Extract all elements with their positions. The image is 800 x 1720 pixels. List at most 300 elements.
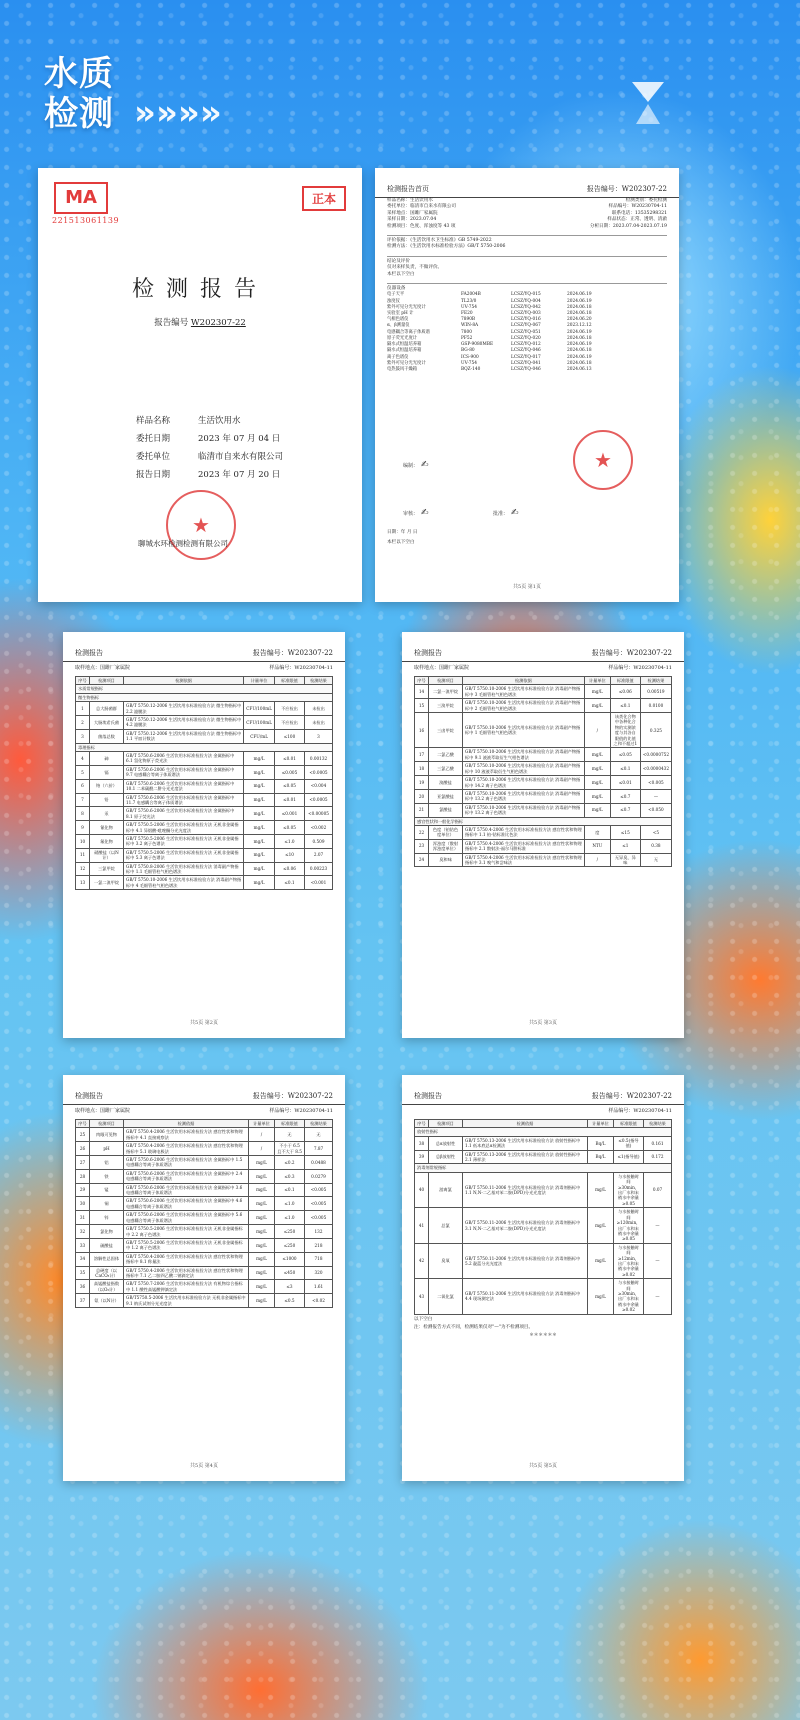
cell-limit: ≤1.0 (275, 834, 305, 848)
cell-n: 10 (76, 834, 90, 848)
table-section-row (76, 743, 333, 751)
cell-unit: mg/L (249, 1252, 275, 1266)
table-row (76, 1211, 333, 1225)
table-row (415, 825, 672, 839)
equipment-cell: 7800 (461, 329, 472, 335)
cell-n: 39 (415, 1150, 429, 1164)
cell-method: GB/T 5750.6-2006 生活饮用水标准检验方法 金属指标中 1.5 电感耦合等离子体质谱法 (124, 1156, 249, 1170)
cell-limit: ≤1.0 (275, 1197, 305, 1211)
compiler-signature: 编制： ✍ (403, 460, 429, 470)
cover-report-number: 报告编号 W202307-22 (154, 318, 246, 328)
cell-result: 2.07 (305, 848, 333, 862)
column-header: 检测项目 (90, 1120, 124, 1128)
cell-n: 7 (76, 793, 90, 807)
cell-limit: 无 (275, 1128, 305, 1142)
cover-info: 样品名称 生活饮用水 委托日期 2023 年 07 月 04 日 委托单位 临清市自来水有限公司 报告日期 2023 年 07 月 20 日 (136, 416, 284, 480)
cell-item: 汞 (90, 807, 124, 821)
cell-method: GB/T5750.5-2006 生活饮用水标准检验方法 无机非金属指标中 9.1 纳氏试剂分光光度法 (124, 1294, 249, 1308)
cell-method: GB/T 5750.13-2006 生活饮用水标准检验方法 放射性指标中 2.1 薄样法 (463, 1150, 588, 1164)
table-row (76, 1156, 333, 1170)
equipment-cell: 2024.06.20 (567, 317, 592, 323)
cell-method: GB/T 5750.4-2006 生活饮用水标准检验方法 感官性状和物理指标中 8.1 称量法 (124, 1252, 249, 1266)
table-remark: 注：检测报告方式不同，检测结果仅对"—"为不检测项目。 (414, 1325, 534, 1330)
results-table (75, 1119, 333, 1308)
cell-n: 38 (415, 1136, 429, 1150)
equipment-cell: 2024.06.13 (567, 366, 592, 372)
cell-item: 溴酸盐 (429, 776, 463, 790)
column-header: 检测结果 (305, 1120, 333, 1128)
cell-item: 高锰酸盐指数（以O₂计） (90, 1280, 124, 1294)
table-row (76, 862, 333, 876)
table-row (76, 716, 333, 730)
equipment-cell: 电子天平 (387, 292, 405, 298)
cell-method: GB/T 5750.6-2006 生活饮用水标准检验方法 金属指标中 3.6 电感耦合等离子体质谱法 (124, 1183, 249, 1197)
report-page-3 (402, 632, 684, 1038)
cell-n: 32 (76, 1225, 90, 1239)
table-row (415, 1243, 672, 1278)
cell-n: 33 (76, 1238, 90, 1252)
table-row (76, 752, 333, 766)
cell-method: GB/T 5750.7-2006 生活饮用水标准检验方法 有机物综合指标中 1.1 酸性高锰酸钾滴定法 (124, 1280, 249, 1294)
cell-unit: mg/L (249, 1211, 275, 1225)
cell-n: 13 (76, 876, 90, 890)
cell-item: 铁 (90, 1169, 124, 1183)
cell-result: — (644, 1243, 672, 1278)
cell-result: <0.0005 (305, 793, 333, 807)
report-first-page (375, 168, 679, 602)
cell-unit: mg/L (588, 1172, 614, 1207)
section-title: 消毒剂常规指标 (415, 1164, 672, 1172)
cell-limit: 不应检出 (275, 716, 305, 730)
equipment-cell: α、β测量仪 (387, 323, 410, 329)
cell-item: 二氯一溴甲烷 (429, 685, 463, 699)
cell-item: 二氯乙酸 (429, 748, 463, 762)
section-title: 放射性指标 (415, 1128, 672, 1136)
cell-n: 34 (76, 1252, 90, 1266)
cell-unit: / (584, 713, 610, 748)
cell-unit: mg/L (584, 803, 610, 817)
cell-unit: mg/L (249, 1294, 275, 1308)
equipment-cell: LCSZ/YQ-003 (511, 311, 541, 317)
table-row (415, 1136, 672, 1150)
cell-limit: ≤0.1 (610, 699, 640, 713)
equipment-cell: LCSZ/YQ-016 (511, 317, 541, 323)
cell-item: 一氯二溴甲烷 (90, 876, 124, 890)
page-header: 检测报告 报告编号：W202307-22 (402, 648, 684, 662)
section-title: 水质常规指标 (76, 685, 333, 693)
cell-item: 总氯 (429, 1208, 463, 1243)
equipment-cell: 2024.06.18 (567, 335, 592, 341)
cell-unit: mg/L (249, 1156, 275, 1170)
cell-result: 1.61 (305, 1280, 333, 1294)
cell-limit: 与水接触时间≥30min，出厂水和末梢水中余量≥0.02 (614, 1279, 644, 1314)
results-table (414, 676, 672, 867)
equipment-cell: LCSZ/YQ-042 (511, 304, 541, 310)
table-row (76, 1142, 333, 1156)
cell-limit: ≤0.01 (275, 793, 305, 807)
cell-method: GB/T 5750.10-2006 生活饮用水标准检验方法 消毒副产物指标中 1 毛细管柱气相色谱法 (463, 713, 585, 748)
cell-method: GB/T 5750.5-2006 生活饮用水标准检验方法 无机非金属指标中 3.2 离子色谱法 (124, 834, 244, 848)
results-table (75, 676, 333, 890)
cell-item: 铅 (90, 793, 124, 807)
cell-result: 0.0488 (305, 1156, 333, 1170)
equipment-cell: 电感耦合等离子体质谱 (387, 329, 430, 335)
equipment-cell: TL23/0 (461, 298, 477, 304)
cell-item: 总β放射性 (429, 1150, 463, 1164)
page-footer: 共5页 第1页 (513, 584, 541, 590)
report-cover-page (38, 168, 362, 602)
table-stars: ＊＊＊＊＊＊ (529, 1333, 557, 1339)
cover-title: 检测报告 (131, 277, 268, 302)
column-header: 检测项目 (90, 677, 124, 685)
cell-limit: ≤0.5(指导值) (614, 1136, 644, 1150)
cell-method: GB/T 5750.10-2006 生活饮用水标准检验方法 消毒副产物指标中 14.2 离子色谱法 (463, 776, 585, 790)
table-section-row (415, 1128, 672, 1136)
cell-limit: 该类化合物中各种化合物的实测浓度与其各自限值的比值之和不超过1 (610, 713, 640, 748)
cell-result: 218 (305, 1238, 333, 1252)
cell-unit: NTU (584, 839, 610, 853)
cell-limit: ≤250 (275, 1238, 305, 1252)
cell-method: GB/T 5750.5-2006 生活饮用水标准检验方法 无机非金属指标中 4.1 异烟酸-吡唑酮分光光度法 (124, 821, 244, 835)
cell-n: 37 (76, 1294, 90, 1308)
cell-item: 浑浊度（散射浑浊度单位） (429, 839, 463, 853)
cell-unit: mg/L (244, 807, 275, 821)
table-row (76, 729, 333, 743)
lab-organization: 聊城水环检测检测有限公司 (138, 539, 228, 548)
cell-item: 臭氧 (429, 1243, 463, 1278)
cell-limit: ≤1(指导值) (614, 1150, 644, 1164)
cell-limit: ≤0.1 (275, 876, 305, 890)
cell-n: 31 (76, 1211, 90, 1225)
cell-unit: mg/L (249, 1225, 275, 1239)
equipment-cell: 7890B (461, 317, 476, 323)
cell-method: GB/T 5750.11-2006 生活饮用水标准检验方法 消毒剂指标中 5.2 靛蓝分光光度法 (463, 1243, 588, 1278)
cell-item: 游离氯 (429, 1172, 463, 1207)
reviewer-signature: 审核： ✍ (403, 508, 429, 518)
equipment-cell: LCSZ/YQ-067 (511, 323, 541, 329)
cell-n: 19 (415, 776, 429, 790)
cell-method: GB/T 5750.11-2006 生活饮用水标准检验方法 消毒剂指标中 4.4 现场测定法 (463, 1279, 588, 1314)
table-section-row (415, 1164, 672, 1172)
cell-limit: 与水接触时间≥120min，出厂水和末梢水中余量≥0.05 (614, 1208, 644, 1243)
cell-result: 3 (305, 729, 333, 743)
table-header-row (76, 677, 333, 685)
column-header: 计量单位 (244, 677, 275, 685)
cell-n: 43 (415, 1279, 429, 1314)
table-row (415, 853, 672, 867)
page-subheader: 样品编号：W20230704-11 (608, 1108, 672, 1114)
section-title: 感官性状和一般化学指标 (415, 817, 672, 825)
table-section-row (415, 817, 672, 825)
table-row (76, 1183, 333, 1197)
cell-limit: ≤0.3 (275, 1169, 305, 1183)
cell-unit: Bq/L (588, 1136, 614, 1150)
equipment-cell: 紫外可见分光光度计 (387, 304, 426, 310)
table-row (76, 1266, 333, 1280)
cell-item: 锰 (90, 1183, 124, 1197)
cell-method: GB/T 5750.4-2006 生活饮用水标准检验方法 感官性状和物理指标中 1.1 铂-钴标准比色法 (463, 825, 585, 839)
cell-result: <0.005 (305, 1197, 333, 1211)
table-end-note: 以下空白 (414, 1316, 433, 1322)
cell-method: GB/T 5750.10-2006 生活饮用水标准检验方法 消毒副产物指标中 3 毛细管柱气相色谱法 (463, 685, 585, 699)
cell-result: 0.509 (305, 834, 333, 848)
cell-item: 氯化物 (90, 1225, 124, 1239)
column-header: 检测依据 (124, 677, 244, 685)
table-section-row (76, 693, 333, 701)
cell-unit: mg/L (244, 765, 275, 779)
page-subheader: 取样地点：国雎厂家属院 样品编号：W20230704-11 (75, 1108, 333, 1114)
cell-unit: Bq/L (588, 1150, 614, 1164)
equipment-cell: 2024.06.18 (567, 360, 592, 366)
cell-method: GB/T 5750.10-2006 生活饮用水标准检验方法 消毒副产物指标中 13.2 离子色谱法 (463, 803, 585, 817)
cma-logo: MA (54, 182, 108, 214)
cell-unit: mg/L (244, 862, 275, 876)
cell-unit: mg/L (249, 1280, 275, 1294)
cell-item: 总硬度（以CaCO₃计） (90, 1266, 124, 1280)
cell-result: <0.001 (305, 876, 333, 890)
equipment-cell: 浊度仪 (387, 298, 400, 304)
column-header: 序号 (76, 1120, 90, 1128)
equipment-cell: BQZ-140 (461, 366, 481, 372)
cell-result: 无 (305, 1128, 333, 1142)
equipment-cell: 2024.06.19 (567, 329, 592, 335)
column-header: 计量单位 (249, 1120, 275, 1128)
table-row (415, 748, 672, 762)
cell-result: 未检出 (305, 702, 333, 716)
cell-method: GB/T 5750.6-2006 生活饮用水标准检验方法 金属指标中 5.6 电感耦合等离子体质谱法 (124, 1211, 249, 1225)
cell-limit: 不应检出 (275, 702, 305, 716)
cell-limit: ≤0.1 (610, 762, 640, 776)
equipment-cell: FE20 (461, 311, 473, 317)
equipment-list (375, 292, 679, 373)
approver-signature: 批准： ✍ (493, 508, 519, 518)
cell-limit: ≤100 (275, 729, 305, 743)
cell-unit: / (249, 1128, 275, 1142)
cell-method: GB/T 5750.4-2006 生活饮用水标准检验方法 感官性状和物理指标中 5.1 玻璃电极法 (124, 1142, 249, 1156)
cell-unit: mg/L (588, 1208, 614, 1243)
cell-unit: mg/L (588, 1279, 614, 1314)
hourglass-icon (630, 80, 666, 126)
table-row (76, 1252, 333, 1266)
page-subheader: 取样地点：国雎厂家属院 样品编号：W20230704-11 (414, 665, 672, 671)
cell-n: 20 (415, 789, 429, 803)
cell-unit: / (249, 1142, 275, 1156)
cell-item: 氰化物 (90, 821, 124, 835)
table-row (76, 1128, 333, 1142)
cell-method: GB/T 5750.4-2006 生活饮用水标准检验方法 感官性状和物理指标中 7.1 乙二胺四乙酸二钠滴定法 (124, 1266, 249, 1280)
cell-n: 6 (76, 779, 90, 793)
equipment-cell: GSP-9080MBE (461, 342, 494, 348)
equipment-cell: 2024.06.19 (567, 342, 592, 348)
cell-result: <0.005 (640, 776, 671, 790)
cell-n: 1 (76, 702, 90, 716)
cell-method: GB/T 5750.5-2006 生活饮用水标准检验方法 无机非金属指标中 2.2 离子色谱法 (124, 1225, 249, 1239)
cell-result: <0.0005 (305, 765, 333, 779)
cell-item: 大肠埃希氏菌 (90, 716, 124, 730)
cell-n: 28 (76, 1169, 90, 1183)
cell-result: <0.005 (305, 1183, 333, 1197)
column-header: 检测项目 (429, 677, 463, 685)
cell-method: GB/T 5750.4-2006 生活饮用水标准检验方法 感官性状和物理指标中 2.1 散射法-福尔马肼标准 (463, 839, 585, 853)
cell-limit: 不小于 6.5 且不大于 8.5 (275, 1142, 305, 1156)
cell-method: GB/T 5750.6-2006 生活饮用水标准检验方法 金属指标中 4.6 电感耦合等离子体质谱法 (124, 1197, 249, 1211)
cell-n: 30 (76, 1197, 90, 1211)
page-subheader: 取样地点：国雎厂家属院 样品编号：W20230704-11 (75, 665, 333, 671)
page-header: 检测报告 报告编号：W202307-22 (63, 1091, 345, 1105)
cell-item: 三氯甲烷 (90, 862, 124, 876)
column-header: 序号 (415, 677, 429, 685)
equipment-cell: 2024.06.19 (567, 354, 592, 360)
cell-unit: mg/L (588, 1243, 614, 1278)
cell-limit: ≤1 (610, 839, 640, 853)
equipment-cell: 紫外可见分光光度计 (387, 360, 426, 366)
table-row (76, 1225, 333, 1239)
column-header: 标准限值 (610, 677, 640, 685)
cell-n: 41 (415, 1208, 429, 1243)
cell-method: GB/T 5750.12-2006 生活饮用水标准检验方法 微生物指标中 1.1 平皿计数法 (124, 729, 244, 743)
equipment-cell: 2024.06.18 (567, 348, 592, 354)
headline-line-1: 水质 (44, 54, 114, 94)
table-row (76, 1238, 333, 1252)
cell-n: 14 (415, 685, 429, 699)
cell-result: 0.325 (640, 713, 671, 748)
cell-item: 亚氯酸盐 (429, 789, 463, 803)
equipment-cell: LCSZ/YQ-046 (511, 348, 541, 354)
headline-line-2: 检测 (44, 94, 114, 134)
cell-method: GB/T 5750.10-2006 生活饮用水标准检验方法 消毒副产物指标中 10 液液萃取衍生气相色谱法 (463, 762, 585, 776)
equipment-cell: 离子色谱仪 (387, 354, 409, 360)
cell-unit: CFU/mL (244, 729, 275, 743)
cell-n: 40 (415, 1172, 429, 1207)
page-footer: 共5页 第3页 (529, 1020, 557, 1026)
cell-method: GB/T 5750.5-2006 生活饮用水标准检验方法 无机非金属指标中 1.2 离子色谱法 (124, 1238, 249, 1252)
table-row (415, 1150, 672, 1164)
table-header-row (415, 1120, 672, 1128)
table-row (415, 803, 672, 817)
table-row (76, 765, 333, 779)
cell-item: 色度（铂钴色度单位） (429, 825, 463, 839)
cell-item: 臭和味 (429, 853, 463, 867)
cell-item: 氟化物 (90, 834, 124, 848)
cell-unit: 度 (584, 825, 610, 839)
cell-n: 29 (76, 1183, 90, 1197)
cell-result: <0.002 (305, 821, 333, 835)
table-row (76, 807, 333, 821)
table-row (415, 776, 672, 790)
page-footer: 共5页 第5页 (529, 1463, 557, 1469)
cell-result: 0.161 (644, 1136, 672, 1150)
report-page-4 (63, 1075, 345, 1481)
cell-n: 25 (76, 1128, 90, 1142)
column-header: 检测结果 (640, 677, 671, 685)
cell-method: GB/T 5750.4-2006 生活饮用水标准检验方法 感官性状和物理指标中 3.1 嗅气和尝味法 (463, 853, 585, 867)
cell-n: 24 (415, 853, 429, 867)
cell-result: <0.02 (305, 1294, 333, 1308)
cell-item: 肉眼可见物 (90, 1128, 124, 1142)
column-header: 标准限值 (275, 1120, 305, 1128)
column-header: 检测结果 (644, 1120, 672, 1128)
cell-method: GB/T 5750.6-2006 生活饮用水标准检验方法 金属指标中 8.1 原子荧光法 (124, 807, 244, 821)
cell-result: 0.00223 (305, 862, 333, 876)
page-footer: 共5页 第2页 (190, 1020, 218, 1026)
cell-result: 0.0279 (305, 1169, 333, 1183)
table-row (415, 713, 672, 748)
table-row (76, 1294, 333, 1308)
cell-unit: mg/L (244, 752, 275, 766)
cell-n: 4 (76, 752, 90, 766)
table-row (415, 789, 672, 803)
cell-limit: 无异臭、异味 (610, 853, 640, 867)
section-title: 毒理指标 (76, 743, 333, 751)
table-row (76, 702, 333, 716)
equipment-cell: LCSZ/YQ-004 (511, 298, 541, 304)
cell-n: 27 (76, 1156, 90, 1170)
equipment-cell: 2024.06.19 (567, 292, 592, 298)
cell-unit: mg/L (584, 762, 610, 776)
cell-method: GB/T 5750.10-2006 生活饮用水标准检验方法 消毒副产物指标中 4 毛细管柱气相色谱法 (124, 876, 244, 890)
table-row (76, 876, 333, 890)
table-section-row (76, 685, 333, 693)
cell-result: 132 (305, 1225, 333, 1239)
cell-n: 26 (76, 1142, 90, 1156)
table-row (415, 1279, 672, 1314)
cell-limit: ≤250 (275, 1225, 305, 1239)
column-header: 检测结果 (305, 677, 333, 685)
equipment-cell: LCSZ/YQ-046 (511, 366, 541, 372)
cell-unit: mg/L (249, 1197, 275, 1211)
equipment-cell: LCSZ/YQ-015 (511, 292, 541, 298)
cell-item: 三氯乙酸 (429, 762, 463, 776)
table-row (415, 699, 672, 713)
cell-item: 锌 (90, 1211, 124, 1225)
equipment-cell: ICS-900 (461, 354, 479, 360)
original-copy-stamp: 正本 (302, 186, 346, 211)
cell-result: 0.172 (644, 1150, 672, 1164)
equipment-cell: BG-80 (461, 348, 475, 354)
cell-limit: ≤0.2 (275, 1156, 305, 1170)
cell-method: GB/T 5750.6-2006 生活饮用水标准检验方法 金属指标中 11.7 电感耦合等离子体质谱法 (124, 793, 244, 807)
red-seal-stamp: ★ (166, 490, 236, 560)
column-header: 标准限值 (614, 1120, 644, 1128)
table-row (76, 793, 333, 807)
chevron-decoration (134, 93, 222, 133)
cell-unit: CFU/100mL (244, 716, 275, 730)
cell-n: 18 (415, 762, 429, 776)
cell-limit: ≤0.7 (610, 789, 640, 803)
equipment-cell: UV-754 (461, 360, 477, 366)
cell-method: GB/T 5750.6-2006 生活饮用水标准检验方法 金属指标中 9.7 电感耦合等离子体质谱法 (124, 765, 244, 779)
cell-item: 总α放射性 (429, 1136, 463, 1150)
cell-result: <0.00005 (305, 807, 333, 821)
cell-item: 三溴甲烷 (429, 699, 463, 713)
cell-n: 8 (76, 807, 90, 821)
cell-result: 0.38 (640, 839, 671, 853)
cell-item: 菌落总数 (90, 729, 124, 743)
cell-unit: mg/L (584, 699, 610, 713)
cell-n: 21 (415, 803, 429, 817)
cell-n: 36 (76, 1280, 90, 1294)
cell-item: 二氧化氯 (429, 1279, 463, 1314)
cell-limit: ≤0.06 (275, 862, 305, 876)
cell-method: GB/T 5750.10-2006 生活饮用水标准检验方法 消毒副产物指标中 13.2 离子色谱法 (463, 789, 585, 803)
table-row (415, 685, 672, 699)
cell-result: 0.07 (644, 1172, 672, 1207)
cell-unit: mg/L (249, 1183, 275, 1197)
cell-limit: ≤0.1 (275, 1183, 305, 1197)
cell-item: 铜 (90, 1197, 124, 1211)
column-header: 标准限值 (275, 677, 305, 685)
cell-item: 硫酸盐 (90, 1238, 124, 1252)
